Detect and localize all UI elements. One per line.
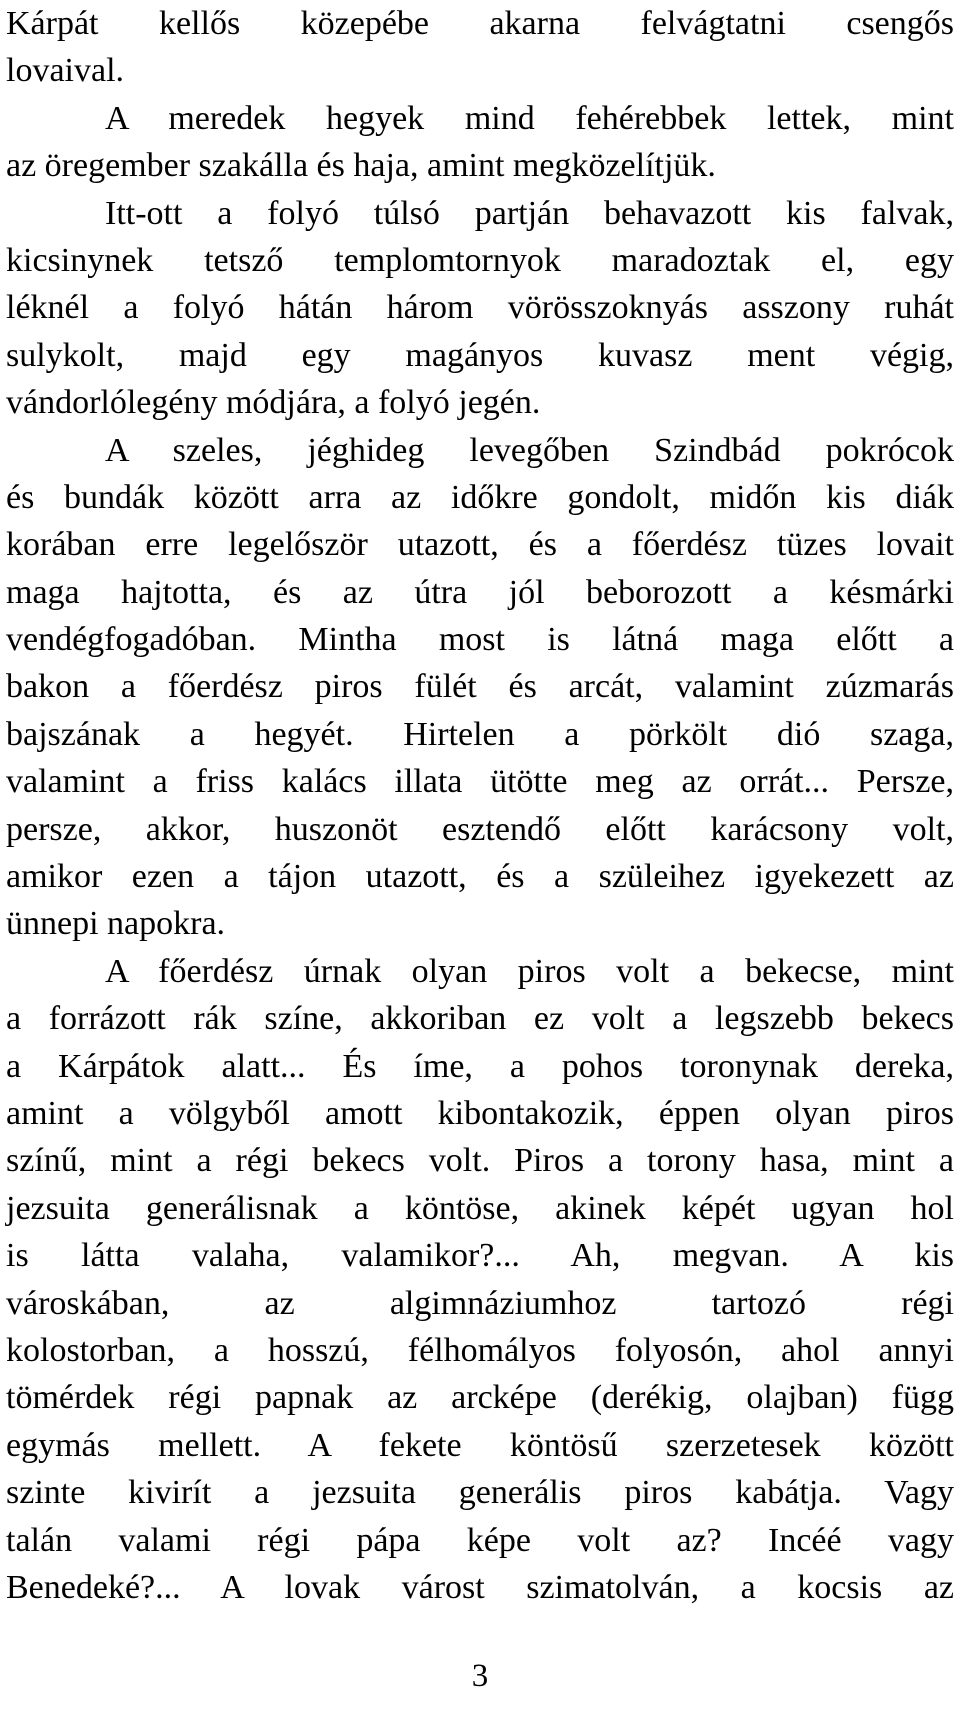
text-line: A főerdész úrnak olyan piros volt a bekecse, mint <box>105 952 954 990</box>
text-line: léknél a folyó hátán három vörösszoknyás asszony ruhát <box>6 289 954 327</box>
text-line: persze, akkor, huszonöt esztendő előtt karácsony volt, <box>6 810 954 848</box>
text-line: Kárpát kellős közepébe akarna felvágtatni csengős <box>6 5 954 42</box>
text-line: ünnepi napokra. <box>6 905 226 943</box>
text-body <box>6 0 954 1611</box>
text-line: vándorlólegény módjára, a folyó jegén. <box>6 384 541 422</box>
text-line: maga hajtotta, és az útra jól beborozott a késmárki <box>6 573 954 611</box>
text-line: A meredek hegyek mind fehérebbek lettek, mint <box>105 99 954 137</box>
text-line: vendégfogadóban. Mintha most is látná maga előtt a <box>6 621 954 659</box>
text-line: amikor ezen a tájon utazott, és a szüleihez igyekezett az <box>6 858 954 896</box>
text-line: is látta valaha, valamikor?... Ah, megvan. A kis <box>6 1237 954 1275</box>
text-line: A szeles, jéghideg levegőben Szindbád pokrócok <box>105 431 954 469</box>
text-line: városkában, az algimnáziumhoz tartozó régi <box>6 1284 954 1322</box>
text-line: tömérdek régi papnak az arcképe (derékig, olajban) függ <box>6 1379 954 1417</box>
text-line: Itt-ott a folyó túlsó partján behavazott kis falvak, <box>105 194 954 232</box>
text-line: amint a völgyből amott kibontakozik, éppen olyan piros <box>6 1094 954 1132</box>
text-line: színű, mint a régi bekecs volt. Piros a torony hasa, mint a <box>6 1142 954 1180</box>
text-line: talán valami régi pápa képe volt az? Incéé vagy <box>6 1521 954 1559</box>
text-line: és bundák között arra az időkre gondolt, midőn kis diák <box>6 478 954 516</box>
text-line: egymás mellett. A fekete köntösű szerzetesek között <box>6 1426 954 1464</box>
text-line: kolostorban, a hosszú, félhomályos folyosón, ahol annyi <box>6 1331 954 1369</box>
page-number: 3 <box>471 1658 489 1694</box>
text-line: korában erre legelőször utazott, és a főerdész tüzes lovait <box>6 526 954 564</box>
text-line: jezsuita generálisnak a köntöse, akinek képét ugyan hol <box>6 1189 954 1227</box>
text-line: sulykolt, majd egy magányos kuvasz ment végig, <box>6 336 954 374</box>
text-line: a forrázott rák színe, akkoriban ez volt a legszebb bekecs <box>6 1000 954 1038</box>
document-page <box>6 0 954 1611</box>
text-line: bajszának a hegyét. Hirtelen a pörkölt dió szaga, <box>6 715 954 753</box>
text-line: bakon a főerdész piros fülét és arcát, valamint zúzmarás <box>6 668 954 706</box>
text-line: Benedeké?... A lovak várost szimatolván, a kocsis az <box>6 1568 954 1606</box>
text-line: kicsinynek tetsző templomtornyok maradoztak el, egy <box>6 241 954 279</box>
text-line: szinte kivirít a jezsuita generális piros kabátja. Vagy <box>6 1474 954 1512</box>
text-line: az öregember szakálla és haja, amint megközelítjük. <box>6 147 716 185</box>
text-line: valamint a friss kalács illata ütötte meg az orrát... Persze, <box>6 763 954 801</box>
text-line: a Kárpátok alatt... És íme, a pohos toronynak dereka, <box>6 1047 954 1085</box>
text-line: lovaival. <box>6 52 125 90</box>
